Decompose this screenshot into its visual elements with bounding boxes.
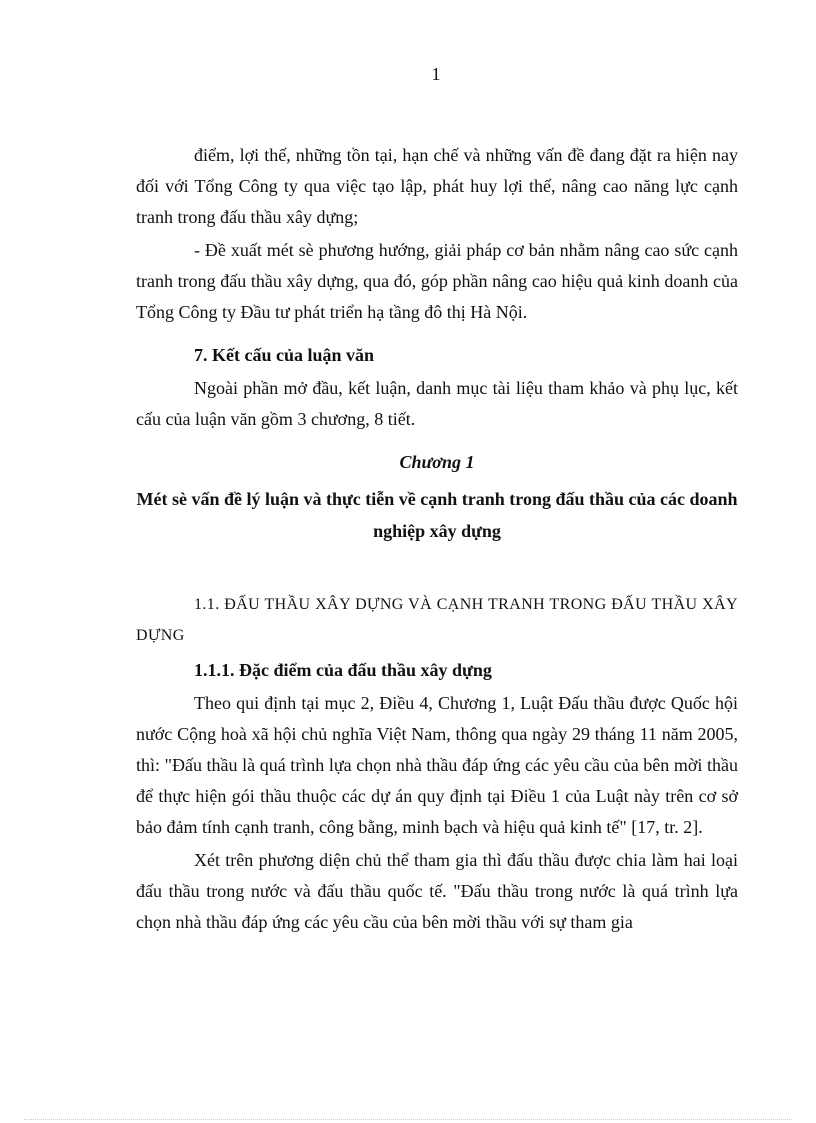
paragraph-classification: Xét trên phương diện chủ thể tham gia thì đấu thầu được chia làm hai loại đấu thầu trong nước và đấu thầu quốc tế. "Đấu thầu trong nước là quá trình lựa chọn nhà thầu đáp ứng các yêu cầu của bên mời thầu với sự tham gia [136, 850, 738, 932]
document-body [136, 140, 738, 938]
chapter-label: Chương 1 [399, 452, 475, 472]
chapter-title: Mét sè vấn đề lý luận và thực tiễn về cạnh tranh trong đấu thầu của các doanh nghiệp xây dựng [136, 489, 738, 541]
page-bottom-divider [24, 1119, 792, 1120]
paragraph-structure: Ngoài phần mở đầu, kết luận, danh mục tài liệu tham khảo và phụ lục, kết cấu của luận văn gồm 3 chương, 8 tiết. [136, 378, 738, 429]
page-number: 1 [431, 64, 441, 84]
paragraph-continued: điểm, lợi thế, những tồn tại, hạn chế và những vấn đề đang đặt ra hiện nay đối với Tổng Công ty qua việc tạo lập, phát huy lợi thế, nâng cao năng lực cạnh tranh trong đấu thầu xây dựng; [136, 145, 738, 227]
heading-1-1-1: 1.1.1. Đặc điểm của đấu thầu xây dựng [194, 660, 492, 680]
paragraph-proposal: - Đề xuất mét sè phương hướng, giải pháp cơ bản nhằm nâng cao sức cạnh tranh trong đấu thầu xây dựng, qua đó, góp phần nâng cao hiệu quả kinh doanh của Tổng Công ty Đầu tư phát triển hạ tầng đô thị Hà Nội. [136, 240, 738, 322]
paragraph-definition: Theo qui định tại mục 2, Điều 4, Chương 1, Luật Đấu thầu được Quốc hội nước Cộng hoà xã hội chủ nghĩa Việt Nam, thông qua ngày 29 tháng 11 năm 2005, thì: "Đấu thầu là quá trình lựa chọn nhà thầu đáp ứng các yêu cầu của bên mời thầu để thực hiện gói thầu thuộc các dự án quy định tại Điều 1 của Luật này trên cơ sở bảo đảm tính cạnh tranh, công bằng, minh bạch và hiệu quả kinh tế" [17, tr. 2]. [136, 693, 738, 837]
heading-1-1: 1.1. ĐẤU THẦU XÂY DỰNG VÀ CẠNH TRANH TRONG ĐẤU THẦU XÂY DỰNG [136, 596, 738, 644]
section-heading-structure: 7. Kết cấu của luận văn [194, 345, 375, 365]
